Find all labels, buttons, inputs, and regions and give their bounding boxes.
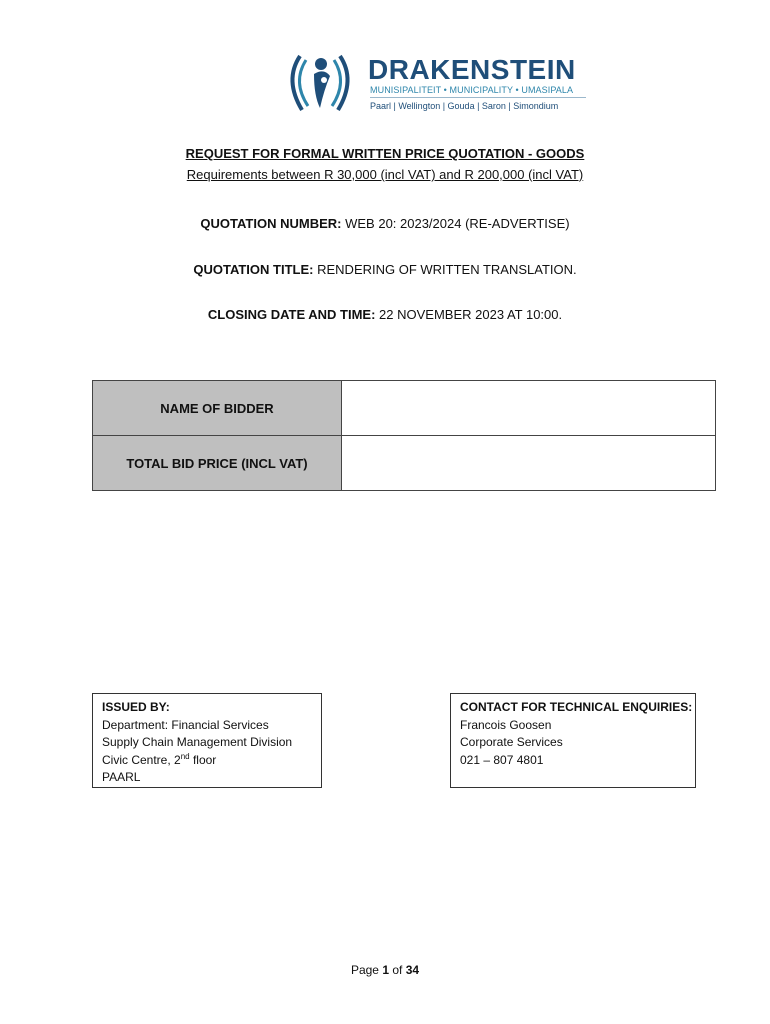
page-word: Page xyxy=(350,963,379,977)
issued-by-heading: ISSUED BY: xyxy=(102,700,170,714)
quotation-title xyxy=(0,262,770,277)
issued-by-address xyxy=(102,752,312,770)
total-bid-price-label: TOTAL BID PRICE (INCL VAT) xyxy=(93,436,342,491)
quotation-number-label: QUOTATION NUMBER: xyxy=(200,216,342,231)
municipal-emblem-icon xyxy=(280,46,360,118)
requirements-line: Requirements between R 30,000 (incl VAT) and R 200,000 (incl VAT) xyxy=(186,167,584,182)
closing-date-value: 22 NOVEMBER 2023 AT 10:00. xyxy=(379,307,563,322)
quotation-number xyxy=(0,216,770,231)
drakenstein-logo xyxy=(280,46,600,120)
quotation-title-value: RENDERING OF WRITTEN TRANSLATION. xyxy=(317,262,577,277)
issued-by-department: Department: Financial Services xyxy=(102,717,269,732)
logo-divider xyxy=(370,97,586,98)
logo-name: DRAKENSTEIN xyxy=(368,54,576,85)
document-title: REQUEST FOR FORMAL WRITTEN PRICE QUOTATION - GOODS xyxy=(185,146,585,161)
page-number: 1 xyxy=(382,963,389,977)
closing-date xyxy=(0,307,770,322)
name-of-bidder-field[interactable] xyxy=(342,381,716,436)
quotation-number-value: WEB 20: 2023/2024 (RE-ADVERTISE) xyxy=(345,216,570,231)
contact-department: Corporate Services xyxy=(460,735,563,749)
name-of-bidder-label: NAME OF BIDDER xyxy=(93,381,342,436)
issued-by-division: Supply Chain Management Division xyxy=(102,735,293,749)
closing-date-label: CLOSING DATE AND TIME: xyxy=(207,307,376,322)
address-prefix: Civic Centre, 2 xyxy=(102,752,181,767)
logo-towns: Paarl | Wellington | Gouda | Saron | Simondium xyxy=(370,101,559,111)
bid-table xyxy=(92,380,716,491)
issued-by-city: PAARL xyxy=(102,770,141,784)
contact-name: Francois Goosen xyxy=(460,717,552,732)
of-word: of xyxy=(392,963,403,977)
address-superscript: nd xyxy=(180,751,190,761)
address-suffix: floor xyxy=(189,752,217,767)
logo-subtitle: MUNISIPALITEIT • MUNICIPALITY • UMASIPALA xyxy=(370,85,574,95)
total-pages: 34 xyxy=(405,963,420,977)
table-row xyxy=(93,381,716,436)
contact-heading: CONTACT FOR TECHNICAL ENQUIRIES: xyxy=(460,700,693,714)
total-bid-price-field[interactable] xyxy=(342,436,716,491)
contact-phone: 021 – 807 4801 xyxy=(460,752,544,767)
table-row xyxy=(93,436,716,491)
technical-contact-box xyxy=(450,693,696,788)
issued-by-box xyxy=(92,693,322,788)
quotation-title-label: QUOTATION TITLE: xyxy=(193,262,314,277)
page-footer xyxy=(0,963,770,977)
